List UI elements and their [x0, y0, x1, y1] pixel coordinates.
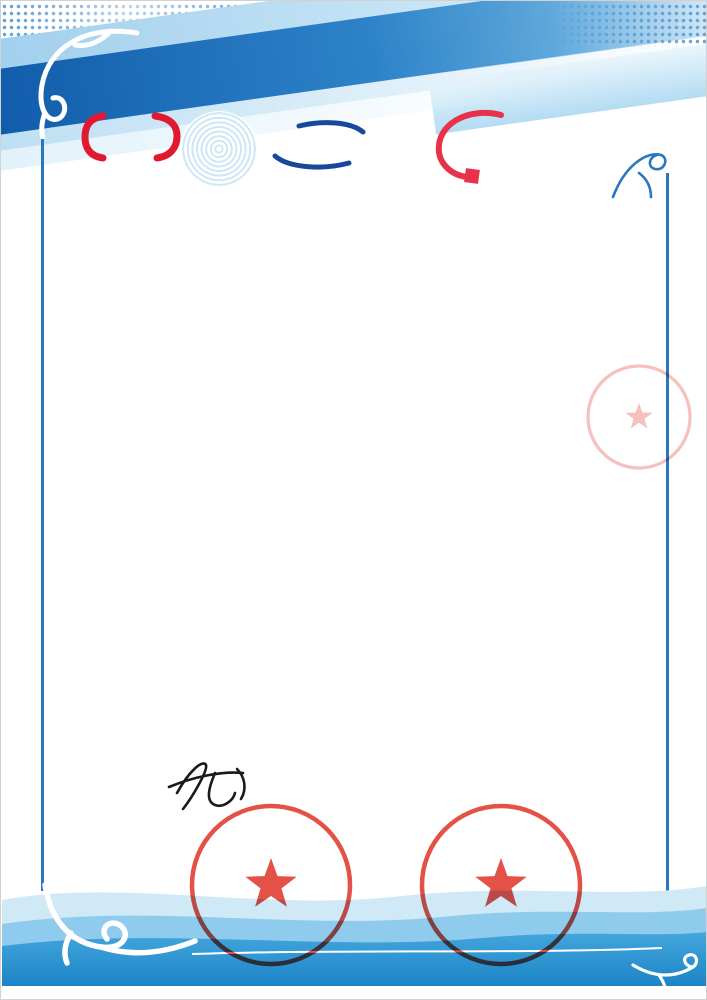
fangyuan-logo — [425, 107, 540, 191]
frame-line-left — [41, 99, 44, 891]
certificate-body — [86, 328, 634, 426]
ilac-mra-logo — [180, 111, 258, 187]
qr-block — [561, 57, 657, 143]
flourish-bottom-left-icon — [41, 881, 201, 969]
fangyuan-swoosh-icon — [425, 107, 540, 191]
flourish-bottom-right-icon — [629, 927, 701, 991]
frame-line-right — [666, 173, 669, 939]
small-seal-stamp — [581, 359, 697, 475]
remarks-row — [86, 412, 634, 416]
cnas-logo — [271, 118, 367, 172]
qr-code — [570, 57, 648, 135]
company-stamp-left — [185, 799, 357, 971]
company-stamp-right — [415, 799, 587, 971]
remarks-items — [184, 412, 634, 416]
certificate-numbers — [1, 296, 706, 312]
flourish-top-right-icon — [605, 143, 675, 203]
flourish-top-left-icon — [15, 21, 145, 139]
